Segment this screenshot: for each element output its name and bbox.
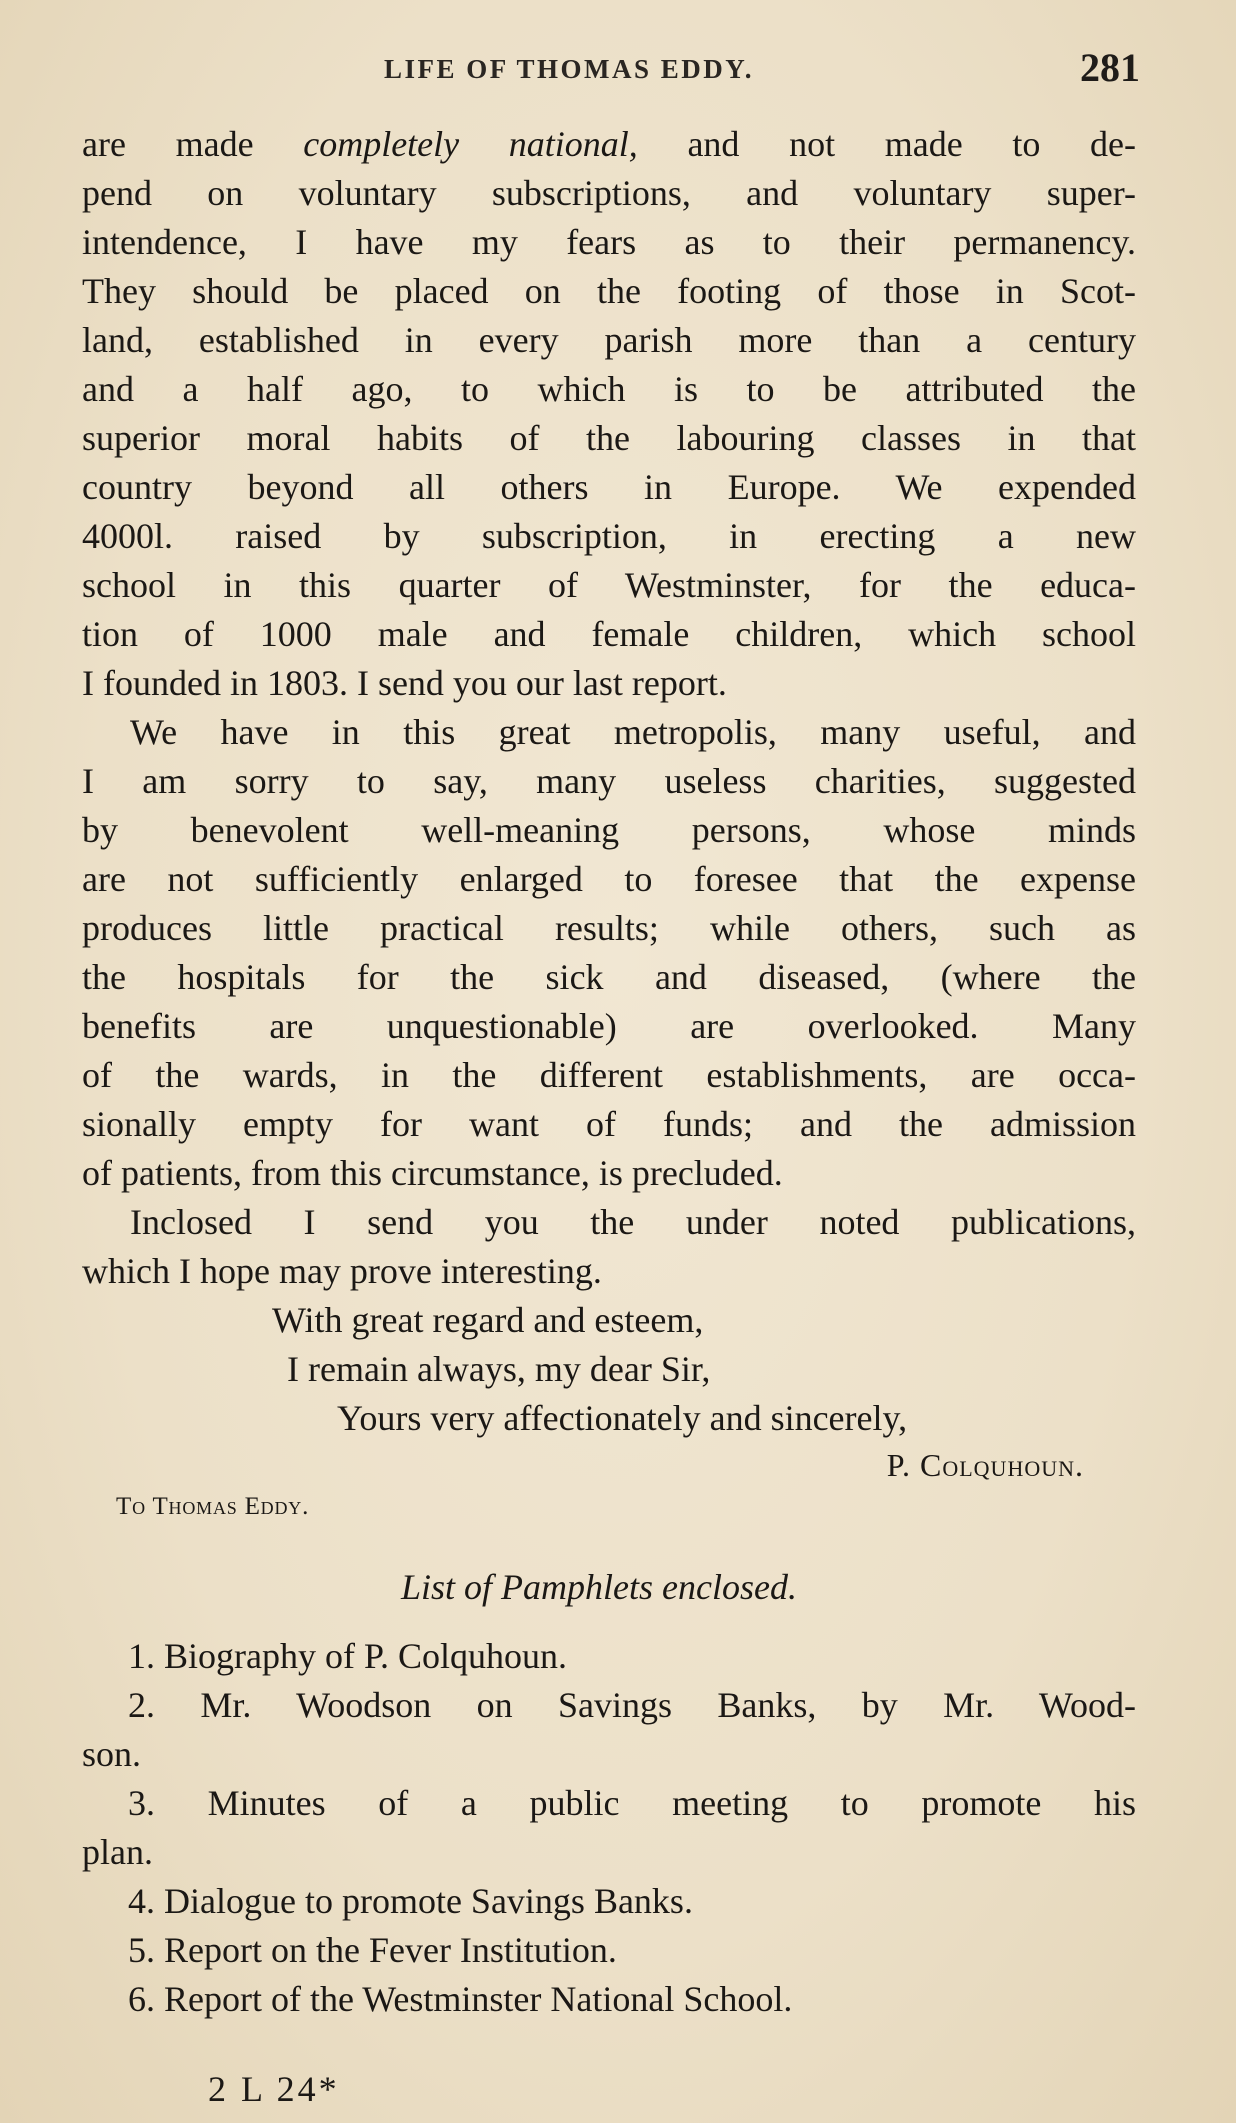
text-line: We have in this great metropolis, many useful, and (130, 712, 1136, 752)
list-item-line: Biography of P. Colquhoun. (164, 1636, 568, 1676)
page-body (82, 120, 1136, 2024)
list-item (82, 1877, 1136, 1926)
text-line: are not sufficiently enlarged to foresee that the expense (82, 859, 1136, 899)
list-item-number: 2. (128, 1685, 155, 1725)
text-line: I founded in 1803. I send you our last report. (82, 663, 727, 703)
running-head: LIFE OF THOMAS EDDY. (384, 54, 755, 84)
page-number: 281 (1080, 45, 1140, 90)
list-item-text (82, 1681, 1136, 1730)
text-line: country beyond all others in Europe. We expended (82, 467, 1136, 507)
text-line: sionally empty for want of funds; and the admission (82, 1104, 1136, 1144)
text-run: are made (82, 124, 304, 164)
pamphlet-list (82, 1632, 1136, 2024)
text-line: tion of 1000 male and female children, which school (82, 614, 1136, 654)
text-line: I am sorry to say, many useless charities, suggested (82, 761, 1136, 801)
paragraph-3 (82, 1198, 1136, 1296)
list-item-number: 4. (128, 1881, 155, 1921)
text-line: of patients, from this circumstance, is precluded. (82, 1153, 783, 1193)
list-item-line: son. (82, 1734, 142, 1774)
text-run: and not made to de- (637, 124, 1136, 164)
list-item (82, 1681, 1136, 1779)
emphasis-completely-national: completely national, (303, 124, 638, 164)
text-line: by benevolent well-meaning persons, whose minds (82, 810, 1136, 850)
list-item-line: Minutes of a public meeting to promote his (207, 1783, 1136, 1823)
closing-line-1: With great regard and esteem, (272, 1300, 704, 1340)
list-item-text (82, 1975, 1136, 2024)
list-item-line: plan. (82, 1832, 153, 1872)
text-line: which I hope may prove interesting. (82, 1251, 602, 1291)
list-item (82, 1926, 1136, 1975)
list-item-line: Dialogue to promote Savings Banks. (164, 1881, 693, 1921)
list-item-line: Report of the Westminster National School. (164, 1979, 793, 2019)
text-line: land, established in every parish more than a century (82, 320, 1136, 360)
list-item-text (82, 1877, 1136, 1926)
text-line: intendence, I have my fears as to their permanency. (82, 222, 1136, 262)
signature-mark: 2 L 24* (208, 2069, 340, 2109)
closing-line-2: I remain always, my dear Sir, (287, 1349, 711, 1389)
list-item (82, 1975, 1136, 2024)
list-item-line: Report on the Fever Institution. (164, 1930, 617, 1970)
letter-closing (82, 1296, 1136, 1525)
paragraph-1 (82, 120, 1136, 708)
text-line: and a half ago, to which is to be attributed the (82, 369, 1136, 409)
page-header (84, 44, 1140, 92)
list-item-text (82, 1632, 1136, 1681)
signature: P. Colquhoun. (886, 1447, 1084, 1483)
addressee: To Thomas Eddy. (116, 1493, 310, 1520)
list-item-line: Mr. Woodson on Savings Banks, by Mr. Wood- (200, 1685, 1136, 1725)
paragraph-2 (82, 708, 1136, 1198)
list-item-text (82, 1779, 1136, 1828)
list-item (82, 1632, 1136, 1681)
text-line: 4000l. raised by subscription, in erecting a new (82, 516, 1136, 556)
list-item-number: 3. (128, 1783, 155, 1823)
text-line: produces little practical results; while others, such as (82, 908, 1136, 948)
list-item (82, 1779, 1136, 1877)
list-item-text (82, 1926, 1136, 1975)
text-line: They should be placed on the footing of those in Scot- (82, 271, 1136, 311)
text-line: of the wards, in the different establishments, are occa- (82, 1055, 1136, 1095)
text-line: school in this quarter of Westminster, for the educa- (82, 565, 1136, 605)
list-item-number: 1. (128, 1636, 155, 1676)
list-item-number: 5. (128, 1930, 155, 1970)
text-line: benefits are unquestionable) are overlooked. Many (82, 1006, 1136, 1046)
text-line: the hospitals for the sick and diseased, (where the (82, 957, 1136, 997)
closing-line-3: Yours very affectionately and sincerely, (337, 1398, 908, 1438)
list-item-number: 6. (128, 1979, 155, 2019)
text-line: pend on voluntary subscriptions, and voluntary super- (82, 173, 1136, 213)
text-line: Inclosed I send you the under noted publications, (130, 1202, 1136, 1242)
text-line (82, 120, 1136, 169)
pamphlet-list-title: List of Pamphlets enclosed. (401, 1567, 797, 1607)
text-line: superior moral habits of the labouring classes in that (82, 418, 1136, 458)
